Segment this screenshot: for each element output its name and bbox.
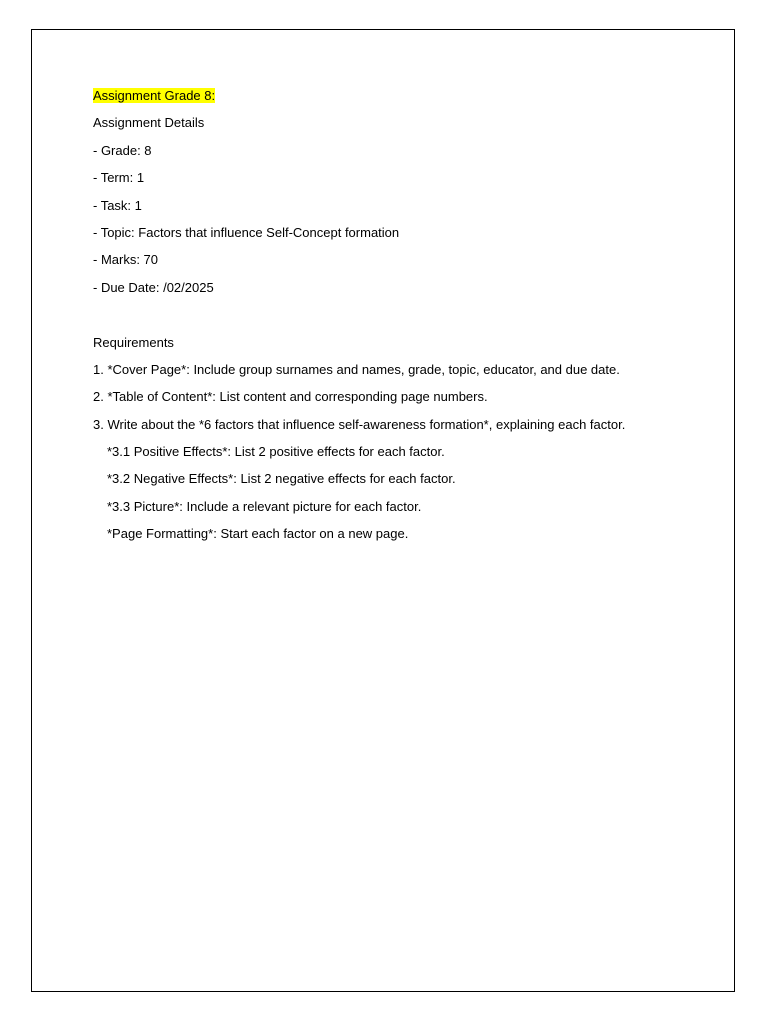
requirements-heading: Requirements (93, 334, 174, 350)
blank-line (93, 306, 693, 333)
subrequirement-positive-effects: *3.1 Positive Effects*: List 2 positive effects for each factor. (107, 444, 445, 460)
detail-marks: - Marks: 70 (93, 252, 159, 268)
document-page (31, 29, 735, 992)
requirement-six-factors: 3. Write about the *6 factors that influence self-awareness formation*, explaining each factor. (93, 416, 626, 432)
assignment-title: Assignment Grade 8: (93, 88, 216, 103)
detail-due-date: - Due Date: /02/2025 (93, 279, 214, 295)
detail-term: - Term: 1 (93, 170, 145, 186)
detail-task: - Task: 1 (93, 197, 142, 213)
subrequirement-picture: *3.3 Picture*: Include a relevant picture for each factor. (107, 498, 422, 514)
requirement-table-of-content: 2. *Table of Content*: List content and corresponding page numbers. (93, 389, 488, 405)
document-body (93, 87, 693, 553)
requirement-cover-page: 1. *Cover Page*: Include group surnames and names, grade, topic, educator, and due date. (93, 361, 620, 377)
title-line (93, 87, 693, 114)
subrequirement-page-formatting: *Page Formatting*: Start each factor on a new page. (107, 526, 409, 542)
detail-grade: - Grade: 8 (93, 142, 152, 158)
detail-topic: - Topic: Factors that influence Self-Concept formation (93, 224, 400, 240)
subrequirement-negative-effects: *3.2 Negative Effects*: List 2 negative effects for each factor. (107, 471, 456, 487)
details-heading: Assignment Details (93, 115, 205, 131)
